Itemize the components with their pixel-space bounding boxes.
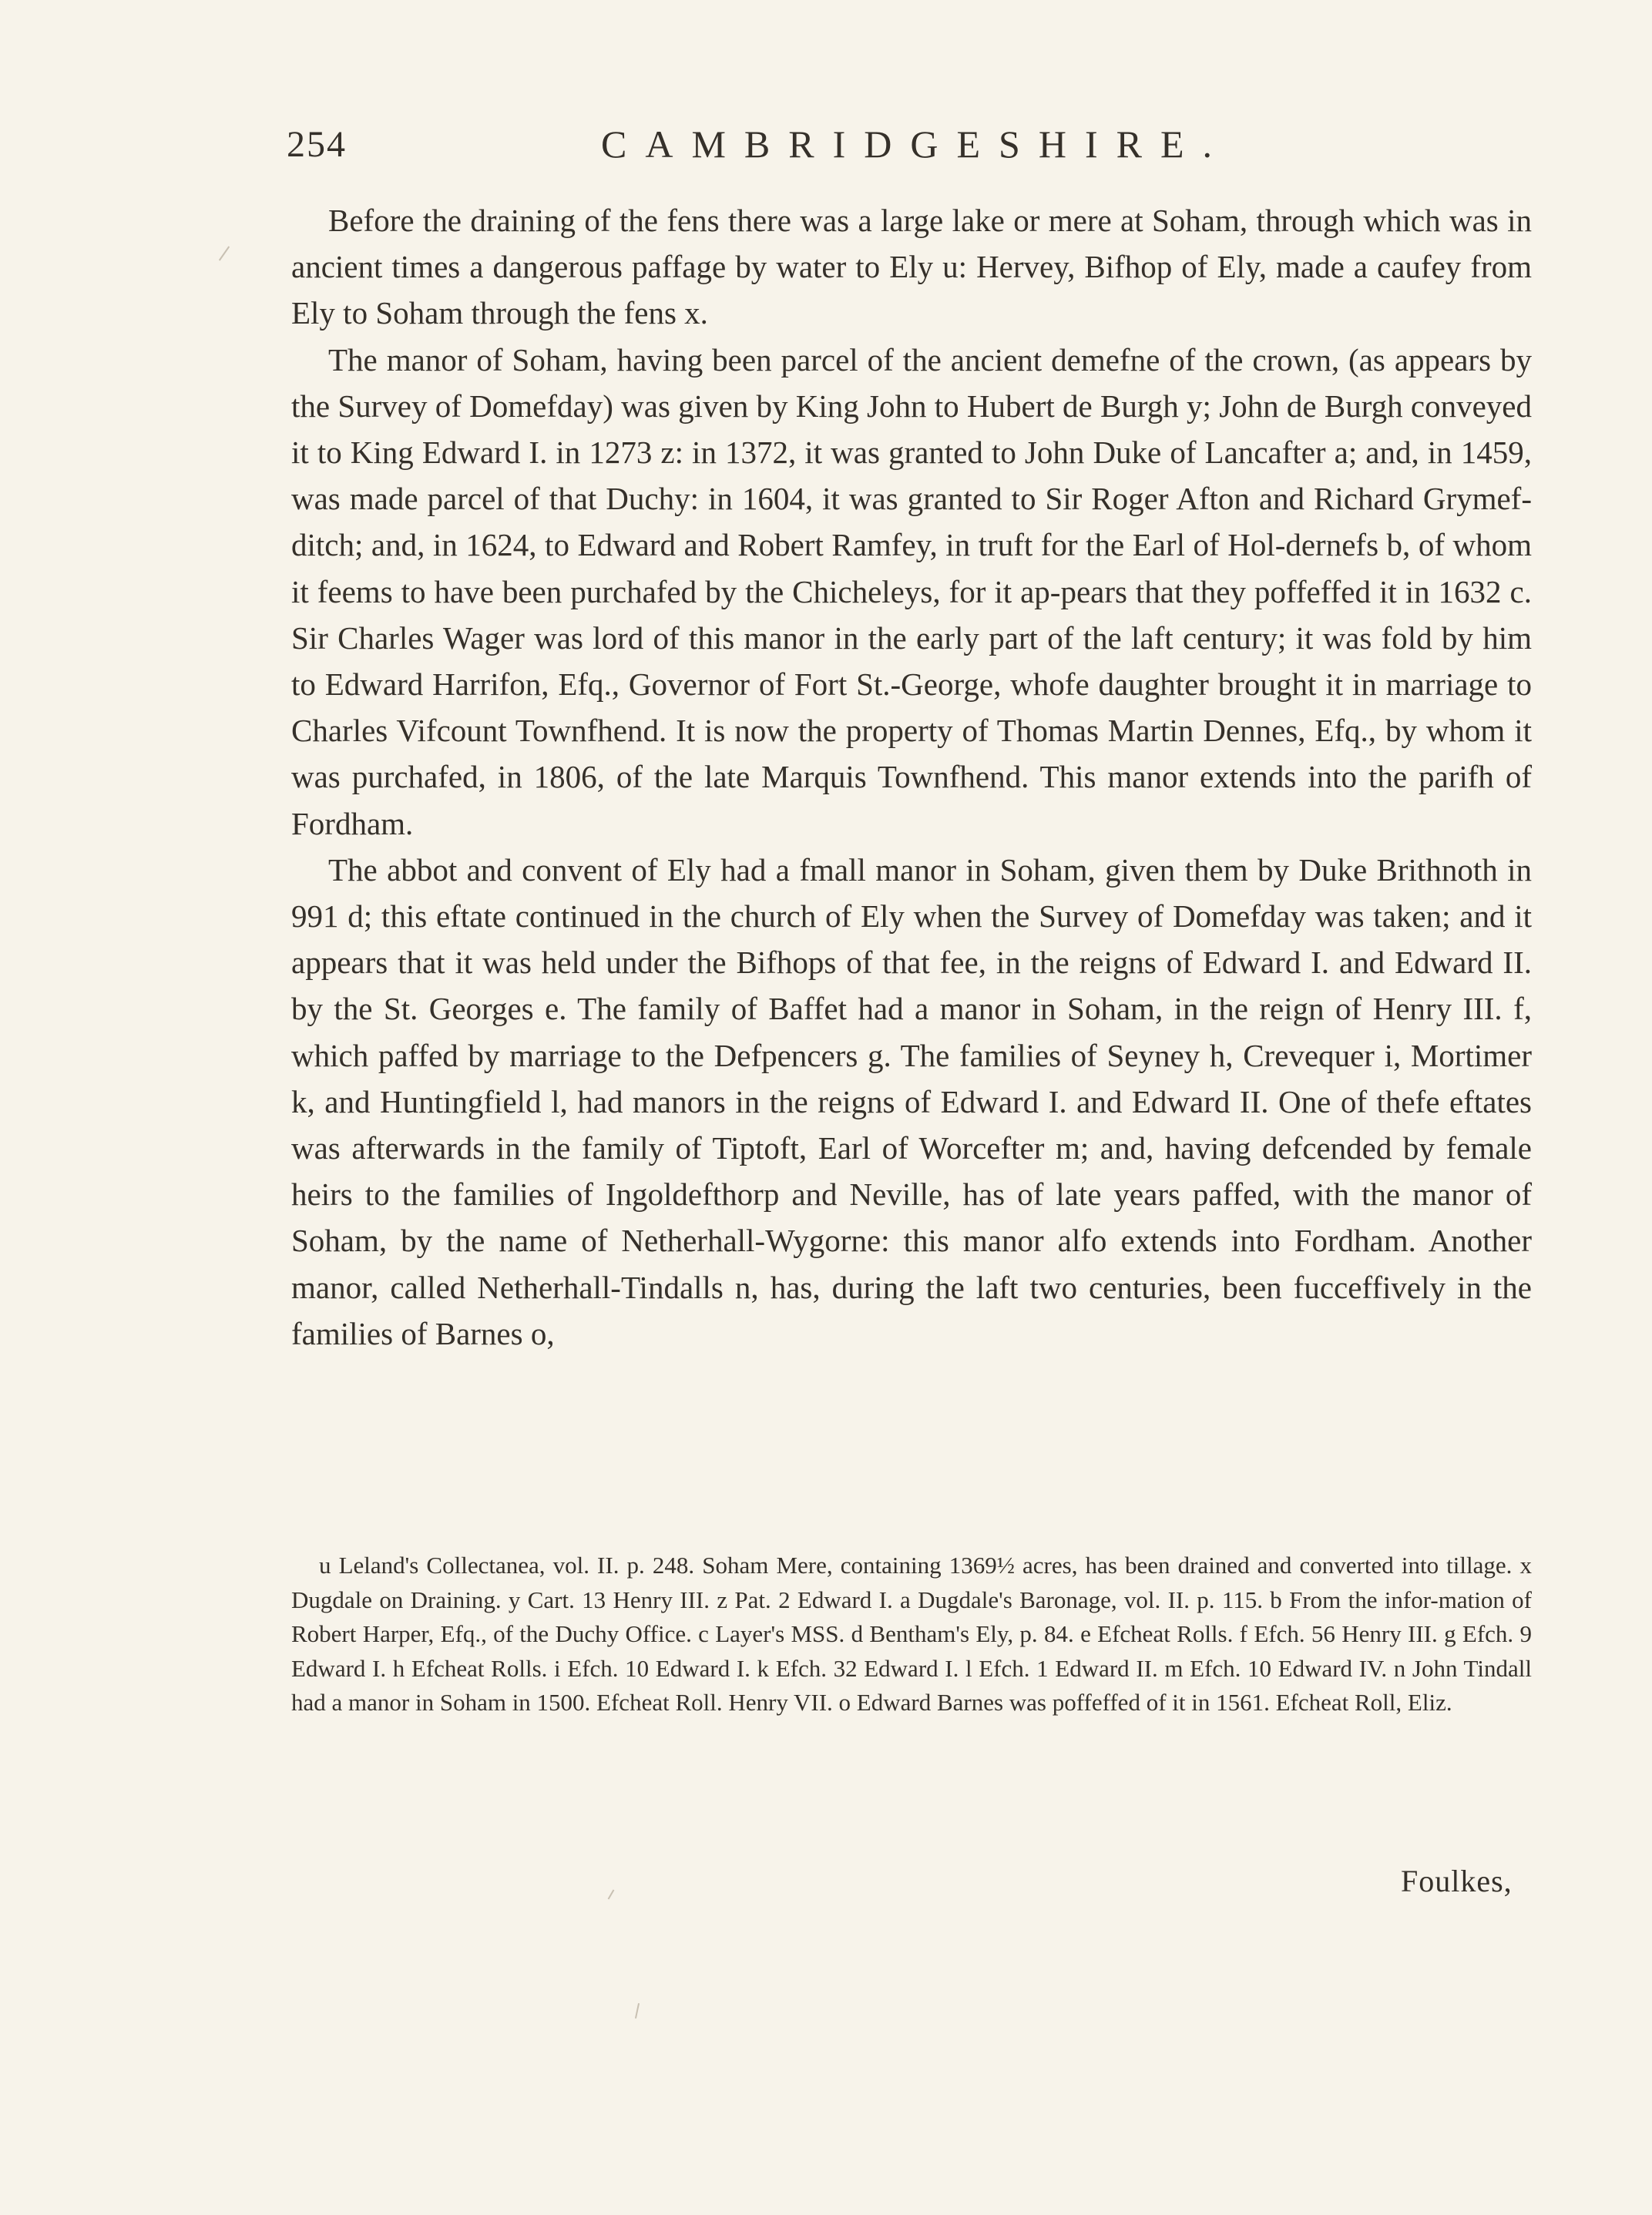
catchword: Foulkes, — [1401, 1864, 1513, 1898]
paper-speck — [608, 1889, 615, 1899]
running-title: CAMBRIDGESHIRE. — [601, 122, 1231, 166]
footnote-block: u Leland's Collectanea, vol. II. p. 248. Soham Mere, containing 1369½ acres, has been drained and converted into tillage. x Dugdale on Draining. y Cart. 13 Henry III. z Pat. 2 Edward I. a Dugdale's Baronage, vol. II. p. 115. b From the infor-mation of Robert Harper, Efq., of the Duchy Office. c Layer's MSS. d Bentham's Ely, p. 84. e Efcheat Rolls. f Efch. 56 Henry III. g Efch. 9 Edward I. h Efcheat Rolls. i Efch. 10 Edward I. k Efch. 32 Edward I. l Efch. 1 Edward II. m Efch. 10 Edward IV. n John Tindall had a manor in Soham in 1500. Efcheat Roll. Henry VII. o Edward Barnes was poffeffed of it in 1561. Efcheat Roll, Eliz. — [291, 1552, 1532, 1716]
page-number: 254 — [287, 124, 347, 165]
paper-speck — [635, 2003, 640, 2019]
paragraph-abbot-and-convent: The abbot and convent of Ely had a fmall manor in Soham, given them by Duke Brithnoth in 991 d; this eftate continued in the church of Ely when the Survey of Domefday was taken; and it appears that it was held under the Bifhops of that fee, in the reigns of Edward I. and Edward II. by the St. Georges e. The family of Baffet had a manor in Soham, in the reign of Henry III. f, which paffed by marriage to the Defpencers g. The families of Seyney h, Crevequer i, Mortimer k, and Huntingfield l, had manors in the reigns of Edward I. and Edward II. One of thefe eftates was afterwards in the family of Tiptoft, Earl of Worcefter m; and, having defcended by female heirs to the families of Ingoldefthorp and Neville, has of late years paffed, with the manor of Soham, by the name of Netherhall-Wygorne: this manor alfo extends into Fordham. Another manor, called Netherhall-Tindalls n, has, during the laft two centuries, been fucceffively in the families of Barnes o, — [291, 851, 1532, 1351]
footnotes — [291, 1549, 1532, 1720]
main-text — [291, 197, 1532, 1357]
paragraph-soham-mere: Before the draining of the fens there was a large lake or mere at Soham, through which was in ancient times a dangerous paffage by water to Ely u: Hervey, Bifhop of Ely, made a caufey from Ely to Soham through the fens x. — [291, 203, 1532, 331]
paragraph-manor-of-soham: The manor of Soham, having been parcel of the ancient demefne of the crown, (as appears by the Survey of Domefday) was given by King John to Hubert de Burgh y; John de Burgh conveyed it to King Edward I. in 1273 z: in 1372, it was granted to John Duke of Lancafter a; and, in 1459, was made parcel of that Duchy: in 1604, it was granted to Sir Roger Afton and Richard Grymef-ditch; and, in 1624, to Edward and Robert Ramfey, in truft for the Earl of Hol-dernefs b, of whom it feems to have been purchafed by the Chicheleys, for it ap-pears that they poffeffed it in 1632 c. Sir Charles Wager was lord of this manor in the early part of the laft century; it was fold by him to Edward Harrifon, Efq., Governor of Fort St.-George, whofe daughter brought it in marriage to Charles Vifcount Townfhend. It is now the property of Thomas Martin Dennes, Efq., by whom it was purchafed, in 1806, of the late Marquis Townfhend. This manor extends into the parifh of Fordham. — [291, 341, 1532, 841]
paper-speck — [219, 246, 230, 260]
